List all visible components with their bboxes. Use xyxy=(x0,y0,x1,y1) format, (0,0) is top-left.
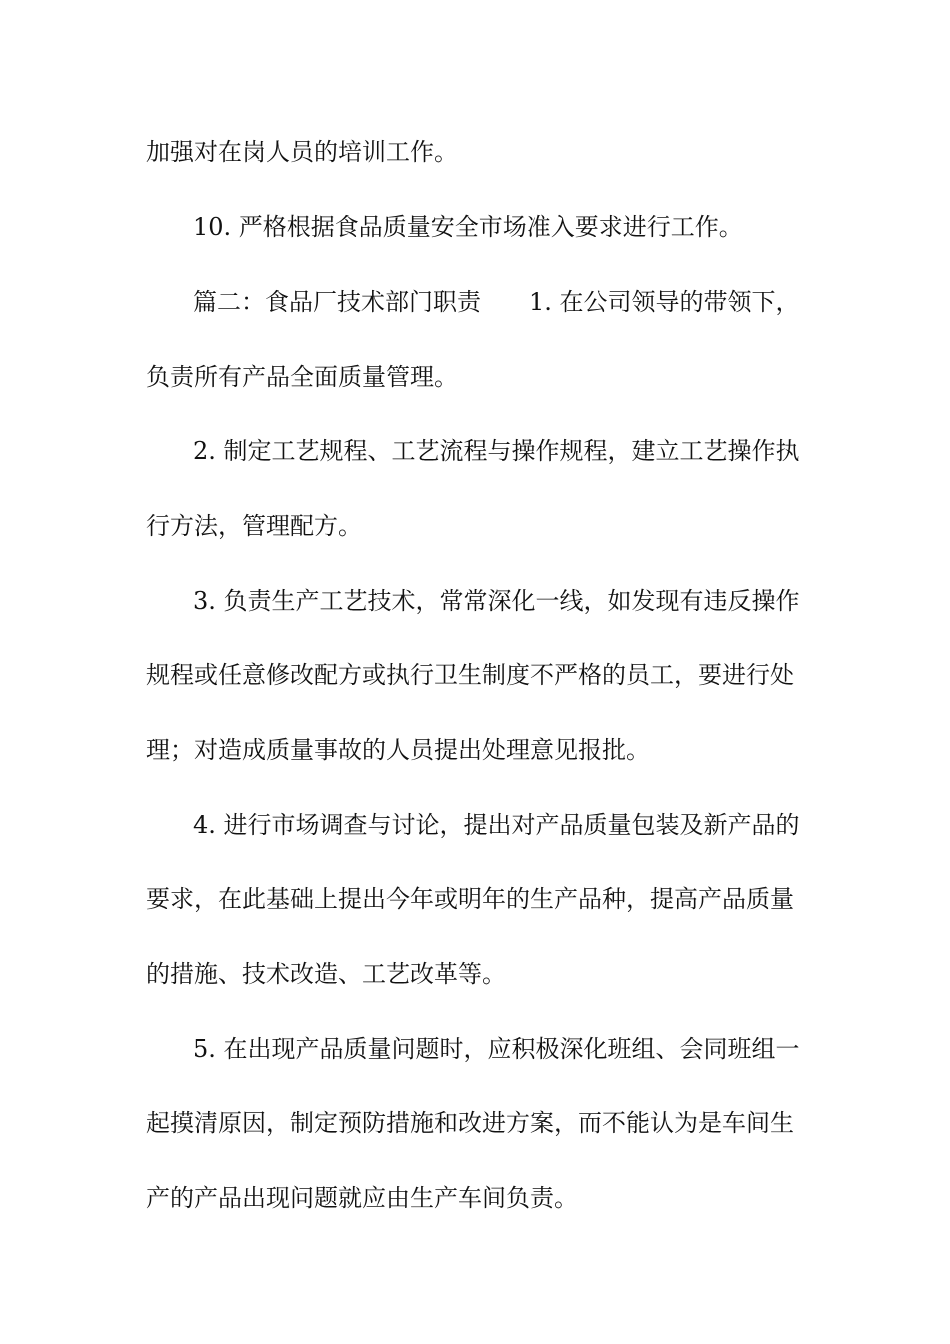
text-line-14: 起摸清原因，制定预防措施和改进方案，而不能认为是车间生 xyxy=(146,1109,794,1137)
text-line-11: 要求，在此基础上提出今年或明年的生产品种，提高产品质量 xyxy=(146,885,794,913)
text-line-5: 2. 制定工艺规程、工艺流程与操作规程，建立工艺操作执 xyxy=(193,437,800,465)
text-line-10: 4. 进行市场调查与讨论，提出对产品质量包装及新产品的 xyxy=(193,811,800,839)
text-line-12: 的措施、技术改造、工艺改革等。 xyxy=(146,960,506,988)
text-line-13: 5. 在出现产品质量问题时，应积极深化班组、会同班组一 xyxy=(193,1035,800,1063)
text-line-8: 规程或任意修改配方或执行卫生制度不严格的员工，要进行处 xyxy=(146,661,794,689)
text-line-2: 10. 严格根据食品质量安全市场准入要求进行工作。 xyxy=(193,213,743,241)
text-line-15: 产的产品出现问题就应由生产车间负责。 xyxy=(146,1184,578,1212)
text-line-9: 理；对造成质量事故的人员提出处理意见报批。 xyxy=(146,736,650,764)
text-line-4: 负责所有产品全面质量管理。 xyxy=(146,363,458,391)
text-line-6: 行方法，管理配方。 xyxy=(146,512,362,540)
text-line-3: 篇二：食品厂技术部门职责 1. 在公司领导的带领下， xyxy=(193,288,800,316)
text-line-1: 加强对在岗人员的培训工作。 xyxy=(146,138,458,166)
text-line-7: 3. 负责生产工艺技术，常常深化一线，如发现有违反操作 xyxy=(193,587,800,615)
